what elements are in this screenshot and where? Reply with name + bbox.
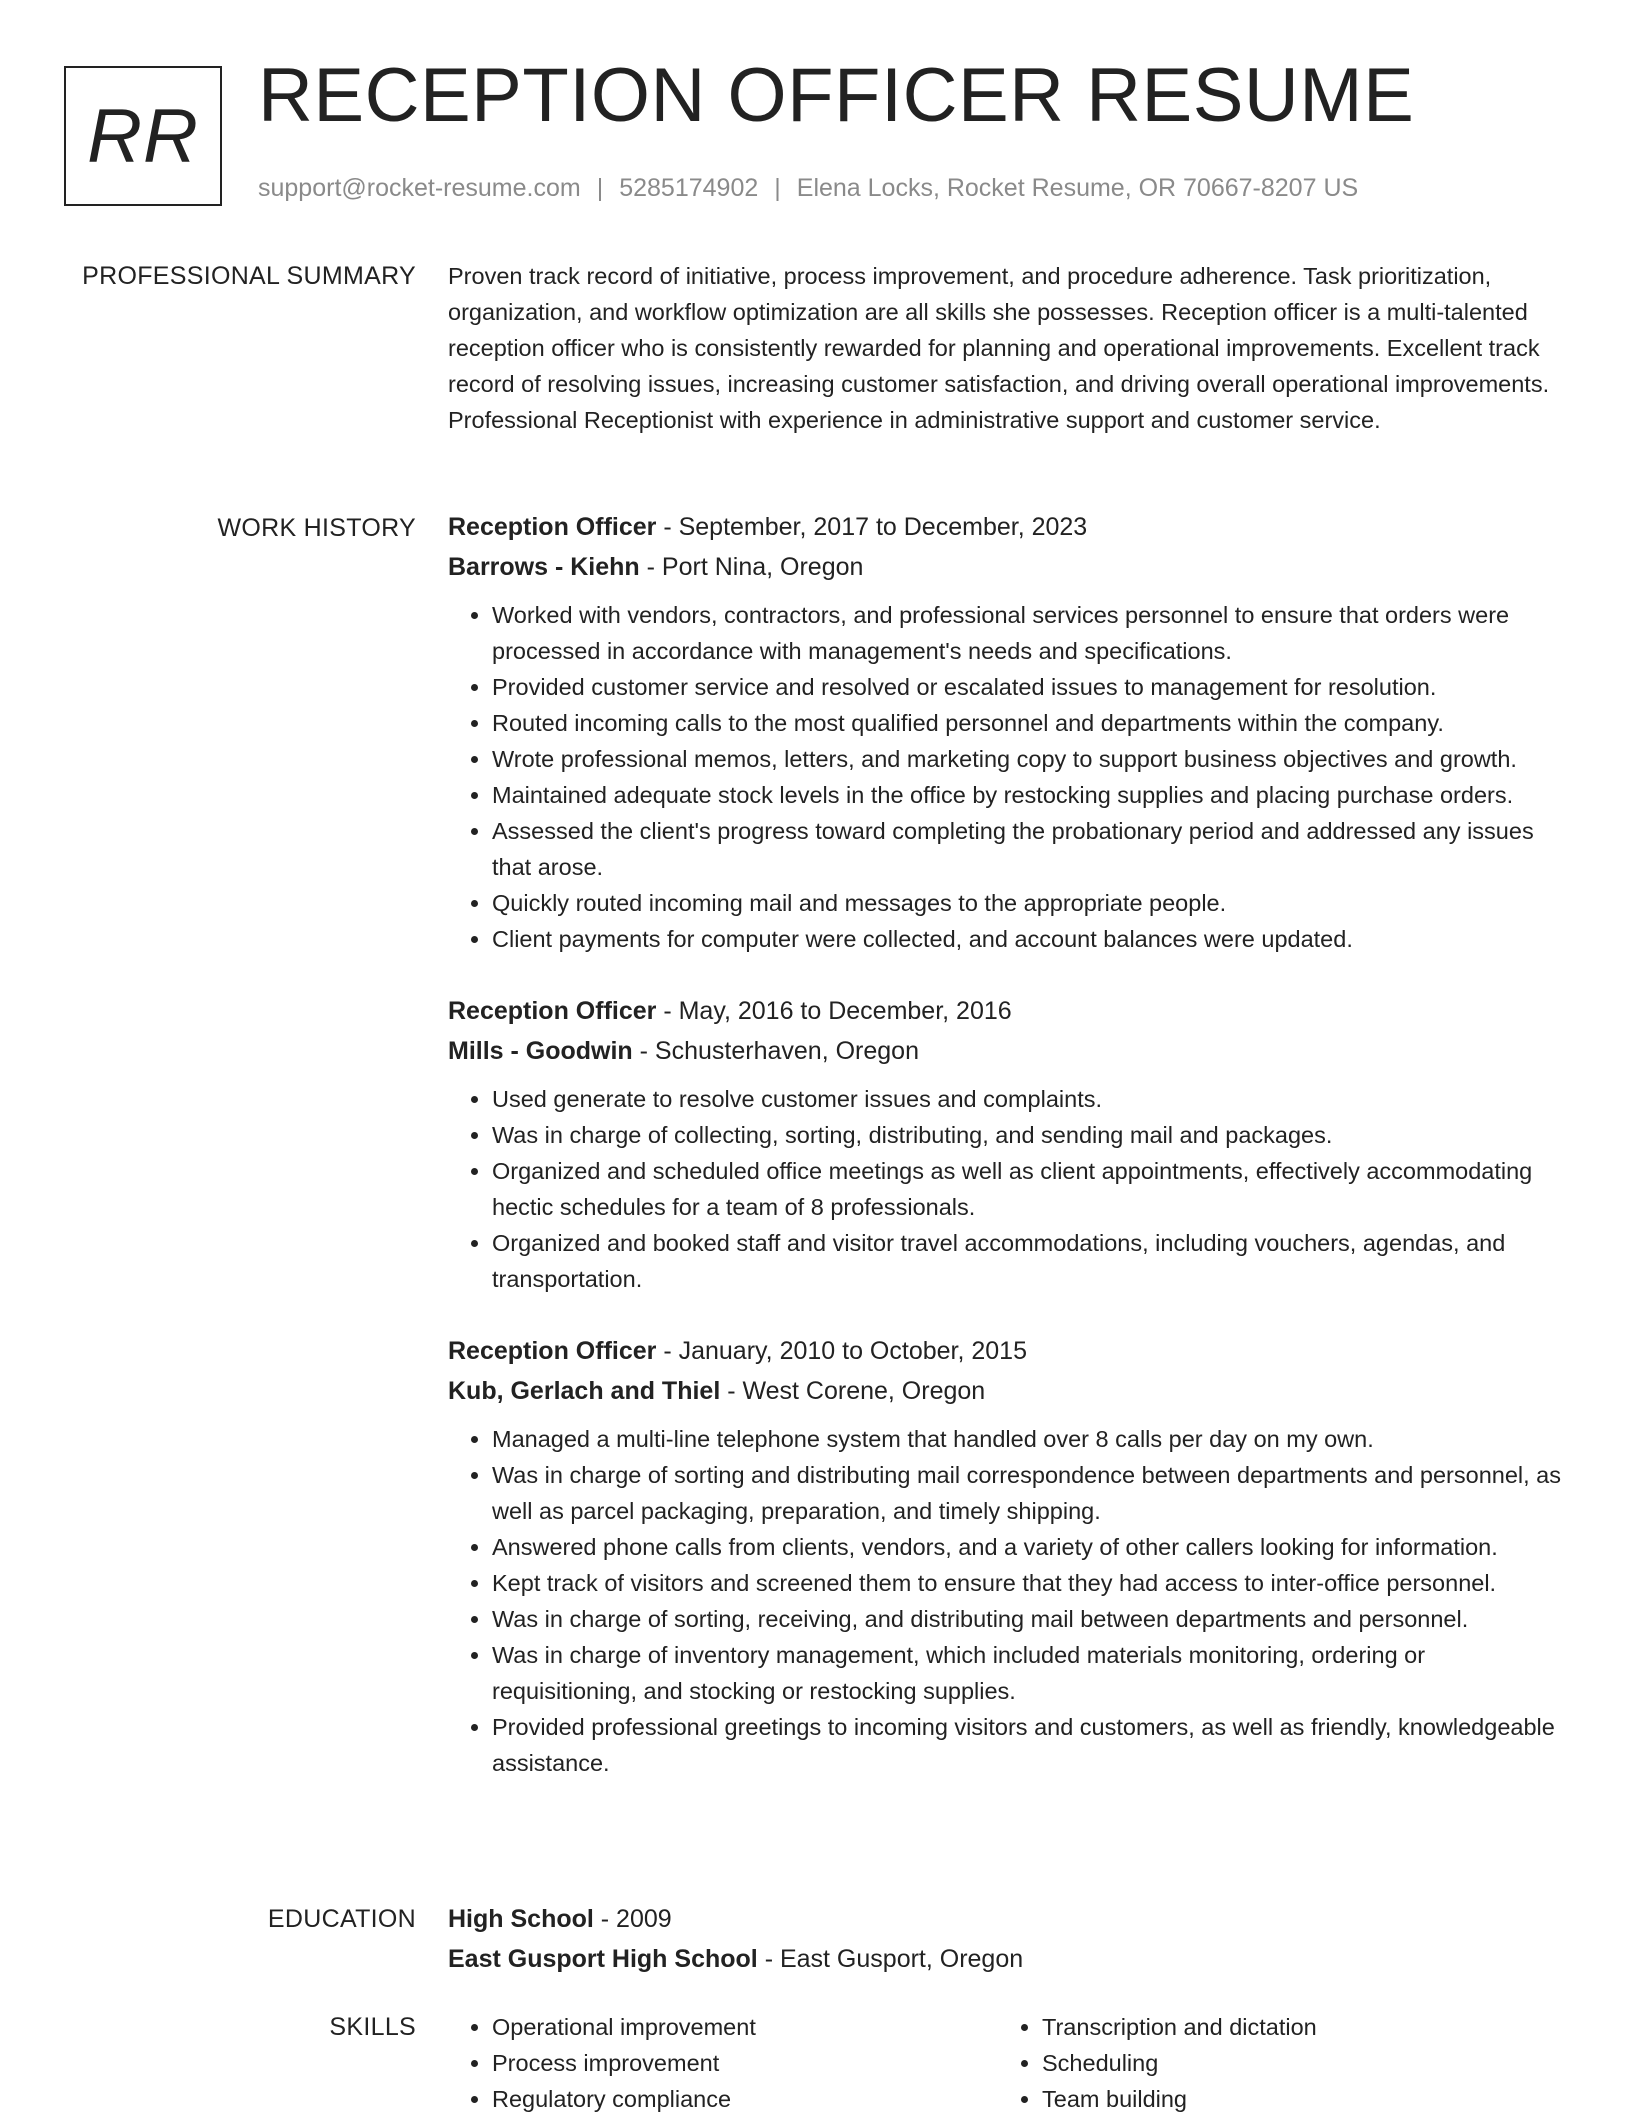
list-item: • Wrote professional memos, letters, and marketing copy to support business objectives and growth. (492, 741, 1574, 777)
education-school: East Gusport High School (448, 1945, 758, 1973)
education-degree-line (448, 1899, 1574, 1939)
job-duties-list (448, 1081, 1574, 1297)
contact-phone: 5285174902 (619, 174, 759, 202)
education-year: - 2009 (593, 1905, 672, 1933)
job-title-line (448, 507, 1574, 547)
job-dates: - September, 2017 to December, 2023 (656, 513, 1088, 541)
education-heading: EDUCATION (267, 1905, 416, 1933)
skill-item: • Operational improvement (492, 2009, 998, 2045)
list-item: • Was in charge of collecting, sorting, distributing, and sending mail and packages. (492, 1117, 1574, 1153)
skills-column-left (448, 2009, 998, 2117)
skill-item: • Regulatory compliance (492, 2081, 998, 2117)
job-entry (448, 991, 1574, 1297)
job-location: - Schusterhaven, Oregon (632, 1037, 919, 1065)
job-company-line (448, 1371, 1574, 1411)
contact-address: Elena Locks, Rocket Resume, OR 70667-8207 US (796, 174, 1359, 202)
contact-separator: | (774, 174, 781, 202)
job-title-line (448, 991, 1574, 1031)
job-duties-list (448, 597, 1574, 957)
summary-heading: PROFESSIONAL SUMMARY (82, 262, 416, 290)
job-entry (448, 507, 1574, 957)
list-item: • Organized and booked staff and visitor travel accommodations, including vouchers, agendas, and transportation. (492, 1225, 1574, 1297)
list-item: • Kept track of visitors and screened them to ensure that they had access to inter-office personnel. (492, 1565, 1574, 1601)
list-item: • Used generate to resolve customer issues and complaints. (492, 1081, 1574, 1117)
education-location: - East Gusport, Oregon (757, 1945, 1024, 1973)
job-company: Kub, Gerlach and Thiel (448, 1377, 721, 1405)
job-dates: - May, 2016 to December, 2016 (656, 997, 1012, 1025)
job-location: - West Corene, Oregon (720, 1377, 986, 1405)
skill-item: • Transcription and dictation (1042, 2009, 1548, 2045)
list-item: • Quickly routed incoming mail and messages to the appropriate people. (492, 885, 1574, 921)
job-duties-list (448, 1421, 1574, 1781)
list-item: • Managed a multi-line telephone system that handled over 8 calls per day on my own. (492, 1421, 1574, 1457)
education-school-line (448, 1939, 1574, 1979)
job-company-line (448, 1031, 1574, 1071)
job-dates: - January, 2010 to October, 2015 (656, 1337, 1027, 1365)
list-item: • Provided customer service and resolved or escalated issues to management for resolution. (492, 669, 1574, 705)
education-degree: High School (448, 1905, 594, 1933)
list-item: • Maintained adequate stock levels in the office by restocking supplies and placing purchase orders. (492, 777, 1574, 813)
job-title-line (448, 1331, 1574, 1371)
list-item: • Organized and scheduled office meetings as well as client appointments, effectively accommodating hectic schedules for a team of 8 professionals. (492, 1153, 1574, 1225)
skills-grid (448, 2009, 1574, 2117)
list-item: • Answered phone calls from clients, vendors, and a variety of other callers looking for information. (492, 1529, 1574, 1565)
job-title: Reception Officer (448, 1337, 657, 1365)
resume-title: RECEPTION OFFICER RESUME (258, 53, 1415, 138)
job-company: Barrows - Kiehn (448, 553, 640, 581)
contact-line (258, 174, 1358, 203)
list-item: • Assessed the client's progress toward completing the probationary period and addressed any issues that arose. (492, 813, 1574, 885)
skills-column-right (998, 2009, 1548, 2117)
list-item: • Was in charge of inventory management, which included materials monitoring, ordering or requisitioning, and stocking or restocking supplies. (492, 1637, 1574, 1709)
list-item: • Was in charge of sorting and distributing mail correspondence between departments and personnel, as well as parcel packaging, preparation, and timely shipping. (492, 1457, 1574, 1529)
list-item: • Was in charge of sorting, receiving, and distributing mail between departments and personnel. (492, 1601, 1574, 1637)
summary-text: Proven track record of initiative, process improvement, and procedure adherence. Task prioritization, organization, and workflow optimization are all skills she possesses. Reception officer is a multi-talented reception officer who is consistently rewarded for planning and operational improvements. Excellent track record of resolving issues, increasing customer satisfaction, and driving overall operational improvements. Professional Receptionist with experience in administrative support and customer service. (448, 263, 1550, 433)
skill-item: • Team building (1042, 2081, 1548, 2117)
skill-item: • Process improvement (492, 2045, 998, 2081)
list-item: • Client payments for computer were collected, and account balances were updated. (492, 921, 1574, 957)
job-title: Reception Officer (448, 513, 657, 541)
job-company: Mills - Goodwin (448, 1037, 633, 1065)
job-location: - Port Nina, Oregon (639, 553, 864, 581)
list-item: • Provided professional greetings to incoming visitors and customers, as well as friendly, knowledgeable assistance. (492, 1709, 1574, 1781)
list-item: • Worked with vendors, contractors, and professional services personnel to ensure that orders were processed in accordance with management's needs and specifications. (492, 597, 1574, 669)
monogram-logo: RR (64, 66, 222, 206)
job-company-line (448, 547, 1574, 587)
contact-email: support@rocket-resume.com (258, 174, 581, 202)
work-history-heading: WORK HISTORY (217, 514, 416, 542)
skills-heading: SKILLS (329, 2013, 416, 2041)
job-title: Reception Officer (448, 997, 657, 1025)
skill-item: • Scheduling (1042, 2045, 1548, 2081)
list-item: • Routed incoming calls to the most qualified personnel and departments within the company. (492, 705, 1574, 741)
job-entry (448, 1331, 1574, 1781)
contact-separator: | (596, 174, 604, 202)
